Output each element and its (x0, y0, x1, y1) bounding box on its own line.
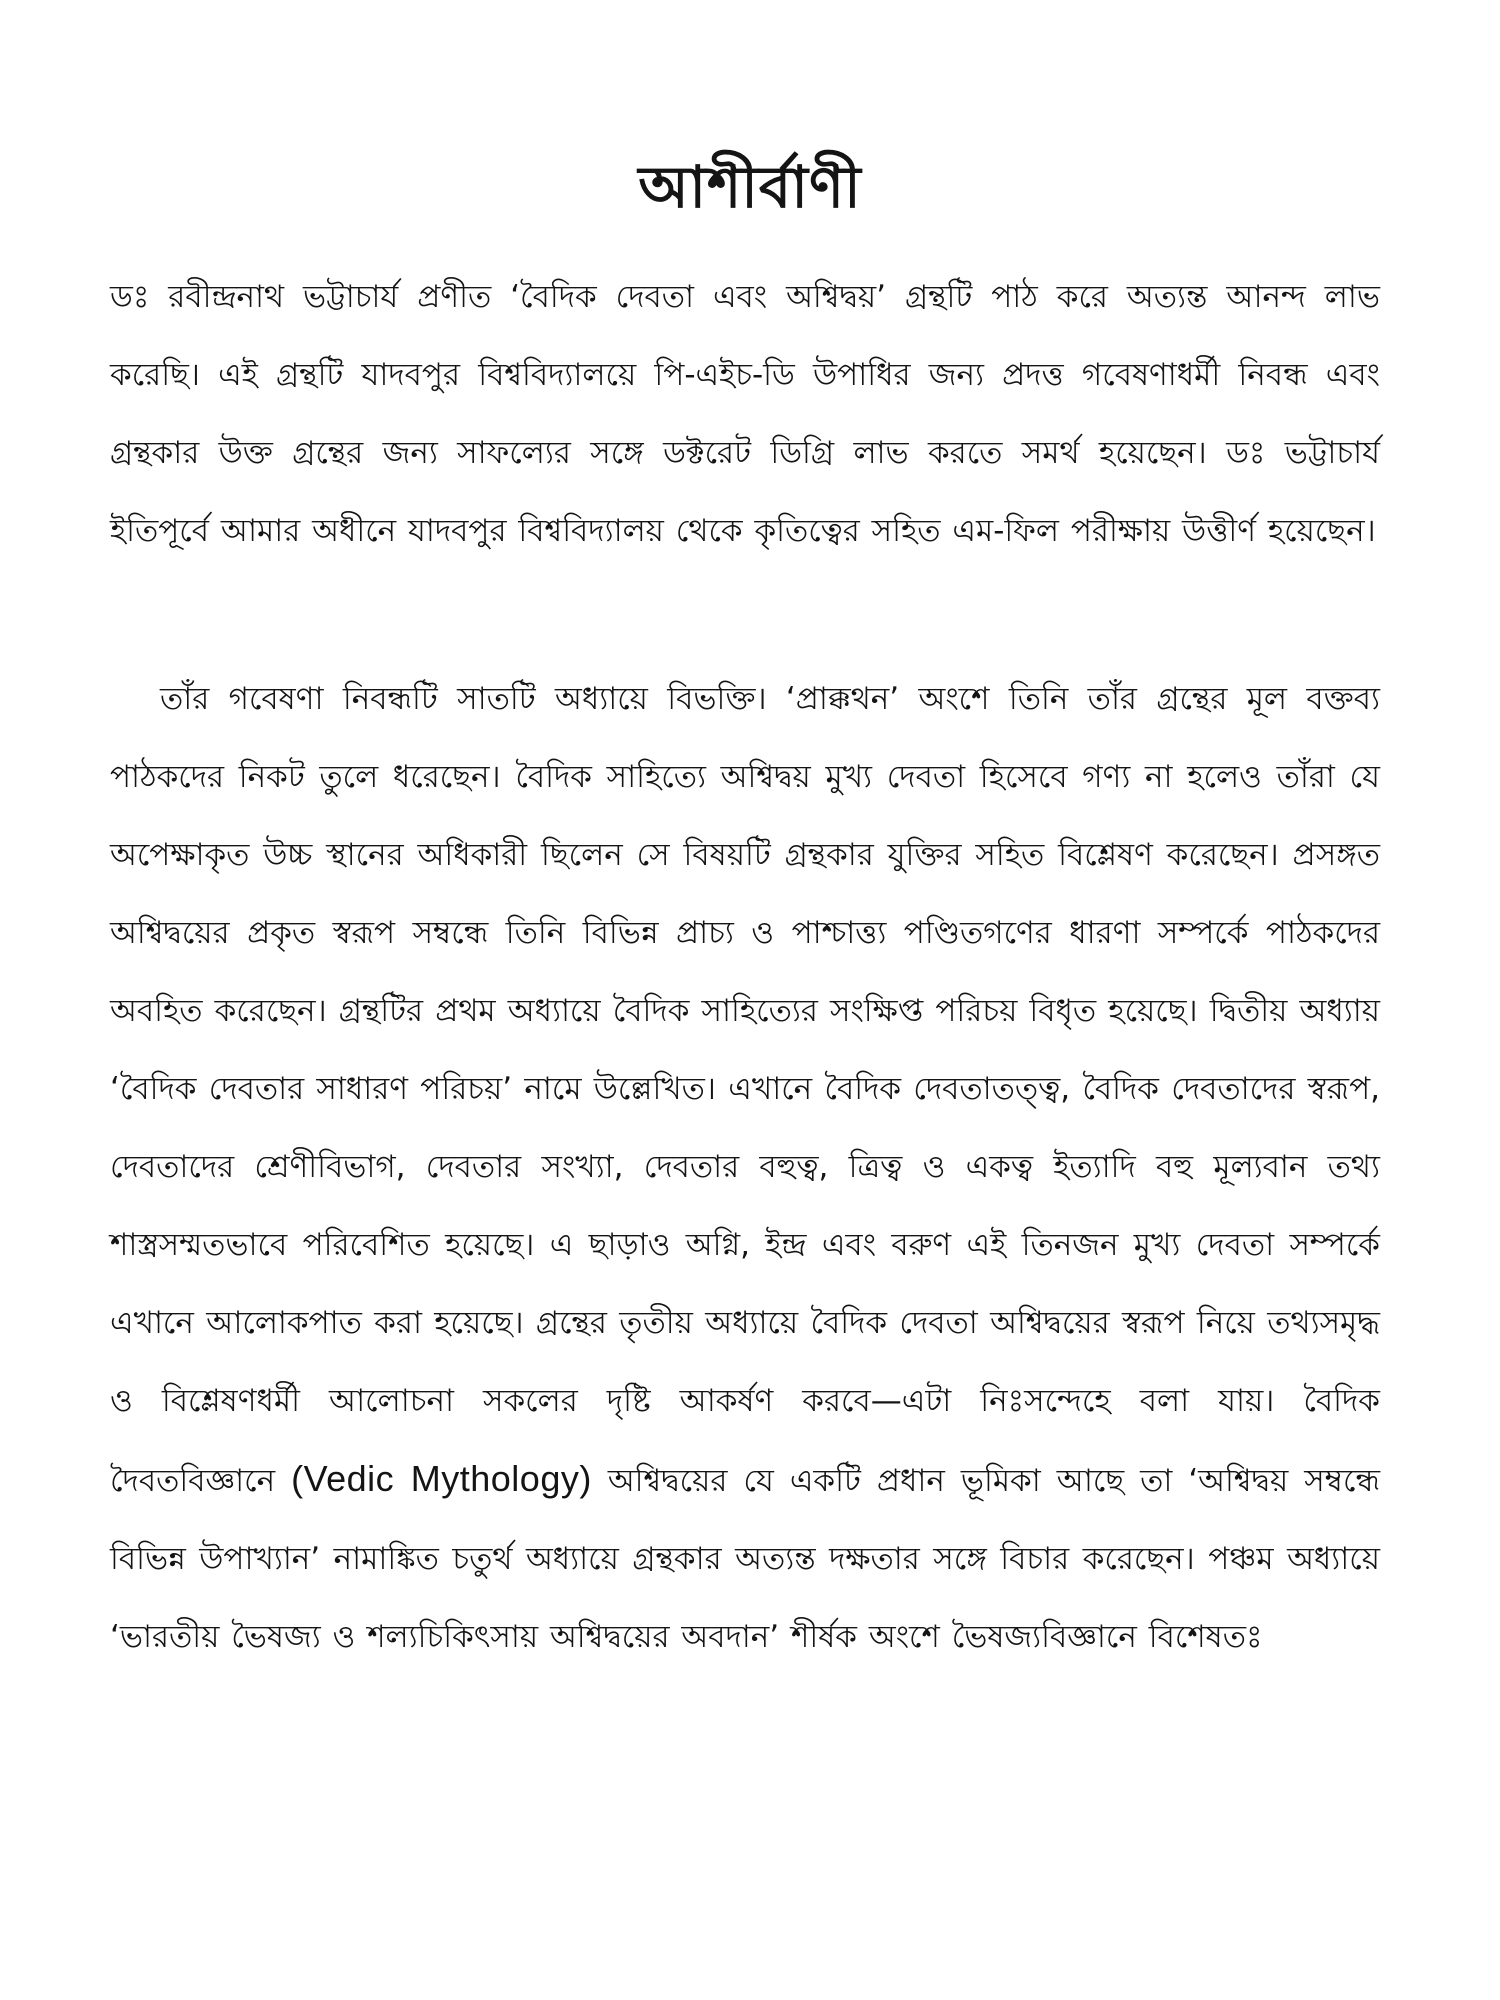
vedic-mythology-term: (Vedic Mythology) (291, 1458, 592, 1499)
paragraph-2-part-1: তাঁর গবেষণা নিবন্ধটি সাতটি অধ্যায়ে বিভক্তি। ‘প্রাক্কথন’ অংশে তিনি তাঁর গ্রন্থের মূল বক্তব্য পাঠকদের নিকট তুলে ধরেছেন। বৈদিক সাহিত্যে অশ্বিদ্বয় মুখ্য দেবতা হিসেবে গণ্য না হলেও তাঁরা যে অপেক্ষাকৃত উচ্চ স্থানের অধিকারী ছিলেন সে বিষয়টি গ্রন্থকার যুক্তির সহিত বিশ্লেষণ করেছেন। প্রসঙ্গত অশ্বিদ্বয়ের প্রকৃত স্বরূপ সম্বন্ধে তিনি বিভিন্ন প্রাচ্য ও পাশ্চাত্ত্য পণ্ডিতগণের ধারণা সম্পর্কে পাঠকদের অবহিত করেছেন। গ্রন্থটির প্রথম অধ্যায়ে বৈদিক সাহিত্যের সংক্ষিপ্ত পরিচয় বিধৃত হয়েছে। দ্বিতীয় অধ্যায় ‘বৈদিক দেবতার সাধারণ পরিচয়’ নামে উল্লেখিত। এখানে বৈদিক দেবতাতত্ত্ব, বৈদিক দেবতাদের স্বরূপ, দেবতাদের শ্রেণীবিভাগ, দেবতার সংখ্যা, দেবতার বহুত্ব, ত্রিত্ব ও একত্ব ইত্যাদি বহু মূল্যবান তথ্য শাস্ত্রসম্মতভাবে পরিবেশিত হয়েছে। এ ছাড়াও অগ্নি, ইন্দ্র এবং বরুণ এই তিনজন মুখ্য দেবতা সম্পর্কে এখানে আলোকপাত করা হয়েছে। গ্রন্থের তৃতীয় অধ্যায়ে বৈদিক দেবতা অশ্বিদ্বয়ের স্বরূপ নিয়ে তথ্যসমৃদ্ধ ও বিশ্লেষণধর্মী আলোচনা সকলের দৃষ্টি আকর্ষণ করবে—এটা নিঃসন্দেহে বলা যায়। বৈদিক দৈবতবিজ্ঞানে (110, 681, 1380, 1499)
page-title: আশীর্বাণী (638, 152, 862, 221)
paragraph-2-part-2: অশ্বিদ্বয়ের যে একটি প্রধান ভূমিকা আছে তা ‘অশ্বিদ্বয় সম্বন্ধে বিভিন্ন উপাখ্যান’ নামাঙ্কিত চতুর্থ অধ্যায়ে গ্রন্থকার অত্যন্ত দক্ষতার সঙ্গে বিচার করেছেন। পঞ্চম অধ্যায়ে ‘ভারতীয় ভৈষজ্য ও শল্যচিকিৎসায় অশ্বিদ্বয়ের অবদান’ শীর্ষক অংশে ভৈষজ্যবিজ্ঞানে বিশেষতঃ (110, 1463, 1381, 1655)
paragraph-2 (110, 660, 1380, 1676)
paragraph-1: ডঃ রবীন্দ্রনাথ ভট্টাচার্য প্রণীত ‘বৈদিক দেবতা এবং অশ্বিদ্বয়’ গ্রন্থটি পাঠ করে অত্যন্ত আনন্দ লাভ করেছি। এই গ্রন্থটি যাদবপুর বিশ্ববিদ্যালয়ে পি-এইচ-ডি উপাধির জন্য প্রদত্ত গবেষণাধর্মী নিবন্ধ এবং গ্রন্থকার উক্ত গ্রন্থের জন্য সাফল্যের সঙ্গে ডক্টরেট ডিগ্রি লাভ করতে সমর্থ হয়েছেন। ডঃ ভট্টাচার্য ইতিপূর্বে আমার অধীনে যাদবপুর বিশ্ববিদ্যালয় থেকে কৃতিত্বের সহিত এম-ফিল পরীক্ষায় উত্তীর্ণ হয়েছেন। (110, 279, 1380, 549)
